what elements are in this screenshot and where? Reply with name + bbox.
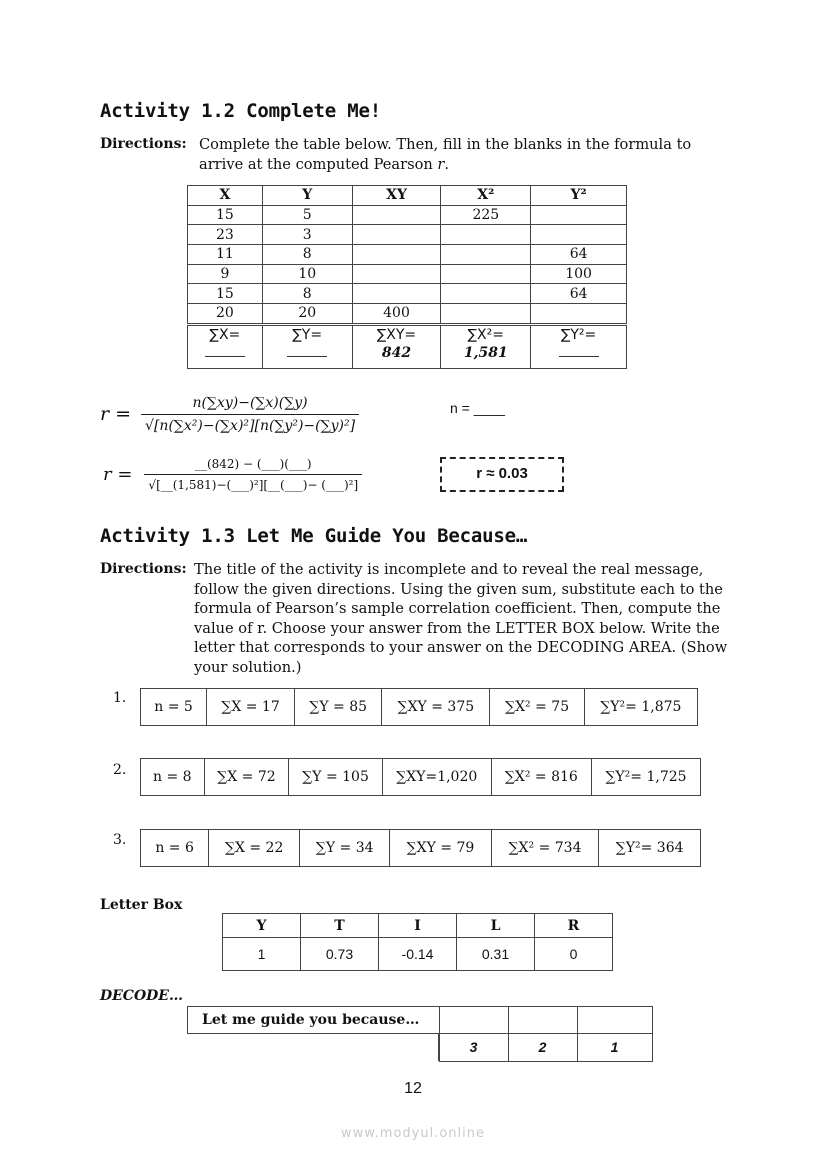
table-cell: 100 — [531, 264, 627, 284]
directions-line: formula of Pearson’s sample correlation coefficient. Then, compute the — [194, 600, 721, 618]
activity-1-2-directions — [199, 135, 709, 174]
table-cell[interactable] — [352, 225, 441, 245]
pearson-formula — [100, 384, 359, 444]
header-y: Y — [262, 186, 352, 206]
table-cell[interactable] — [441, 245, 531, 265]
table-cell: 20 — [262, 304, 352, 325]
directions-line: value of r. Choose your answer from the LETTER BOX below. Write the — [194, 619, 720, 637]
table-cell: 400 — [352, 304, 441, 325]
table-row — [188, 205, 627, 225]
directions-label: Directions: — [100, 561, 187, 577]
formula-lhs: r = — [103, 463, 133, 485]
table-cell[interactable] — [352, 245, 441, 265]
decode-blank-3[interactable] — [439, 1007, 508, 1034]
problem-number: 2. — [113, 762, 127, 778]
formula-fraction — [141, 395, 359, 434]
activity-1-3-directions — [194, 560, 728, 678]
table-cell: 15 — [188, 284, 263, 304]
letter-r: R — [535, 914, 613, 938]
formula-numerator[interactable]: __(842) − (___)(___) — [194, 456, 312, 471]
table-cell: 9 — [188, 264, 263, 284]
decode-blank-1[interactable] — [577, 1007, 652, 1034]
substituted-formula — [103, 452, 362, 496]
table-cell[interactable] — [531, 225, 627, 245]
table-row — [141, 689, 698, 726]
table-cell[interactable] — [352, 205, 441, 225]
letter-value: 0.31 — [457, 938, 535, 971]
result-box: r ≈ 0.03 — [440, 457, 564, 492]
watermark: www.modyul.online — [340, 1126, 486, 1141]
letter-header-row — [223, 914, 613, 938]
letter-t: T — [301, 914, 379, 938]
sum-y-cell[interactable]: ∑Y= — [262, 324, 352, 368]
letter-y: Y — [223, 914, 301, 938]
given-n: n = 5 — [141, 689, 207, 726]
formula-lhs: r = — [100, 403, 132, 425]
decode-number: 3 — [439, 1034, 508, 1062]
given-sum-y-squared: ∑Y²= 364 — [599, 830, 701, 867]
sum-x-cell[interactable]: ∑X= — [188, 324, 263, 368]
table-row — [188, 264, 627, 284]
given-sum-xy: ∑XY=1,020 — [382, 759, 491, 796]
directions-line: The title of the activity is incomplete and to reveal the real message, — [194, 561, 704, 578]
table-cell[interactable] — [441, 284, 531, 304]
decode-label: DECODE… — [100, 988, 183, 1004]
decode-blank-row — [188, 1007, 653, 1034]
table-cell: 64 — [531, 245, 627, 265]
table-row — [188, 284, 627, 304]
given-sum-x: ∑X = 17 — [207, 689, 295, 726]
table-cell[interactable] — [441, 264, 531, 284]
activity-1-2-title: Activity 1.2 Complete Me! — [100, 100, 381, 122]
directions-line: Complete the table below. Then, fill in the blanks in the formula to — [199, 136, 692, 153]
table-cell: 8 — [262, 284, 352, 304]
letter-l: L — [457, 914, 535, 938]
table-cell: 20 — [188, 304, 263, 325]
sum-y-squared-cell[interactable]: ∑Y²= — [531, 324, 627, 368]
directions-line: arrive at the computed Pearson r. — [199, 155, 450, 173]
given-sum-y-squared: ∑Y²= 1,875 — [584, 689, 697, 726]
header-xy: XY — [352, 186, 441, 206]
table-row — [188, 225, 627, 245]
page-number: 12 — [404, 1080, 422, 1097]
table-row — [188, 245, 627, 265]
problem-1-table — [140, 688, 698, 726]
given-n: n = 8 — [141, 759, 205, 796]
decode-blank-2[interactable] — [508, 1007, 577, 1034]
given-sum-y: ∑Y = 85 — [295, 689, 382, 726]
table-cell: 15 — [188, 205, 263, 225]
table-cell: 23 — [188, 225, 263, 245]
directions-line: letter that corresponds to your answer on the DECODING AREA. (Show — [194, 639, 728, 657]
table-cell[interactable] — [441, 304, 531, 325]
formula-numerator: n(∑xy)−(∑x)(∑y) — [192, 394, 308, 411]
header-x-squared: X² — [441, 186, 531, 206]
table-cell: 225 — [441, 205, 531, 225]
problem-number: 3. — [113, 832, 127, 848]
given-sum-x: ∑X = 22 — [209, 830, 300, 867]
table-row — [188, 304, 627, 325]
table-cell[interactable] — [531, 205, 627, 225]
header-x: X — [188, 186, 263, 206]
letter-box-table — [222, 913, 613, 971]
letter-value: 0.73 — [301, 938, 379, 971]
sum-xy-cell: ∑XY= 842 — [352, 324, 441, 368]
letter-i: I — [379, 914, 457, 938]
problem-2-table — [140, 758, 701, 796]
given-sum-xy: ∑XY = 79 — [390, 830, 492, 867]
table-row — [141, 830, 701, 867]
problem-3-table — [140, 829, 701, 867]
letter-value: -0.14 — [379, 938, 457, 971]
letter-value-row — [223, 938, 613, 971]
letter-box-label: Letter Box — [100, 897, 183, 913]
decode-spacer — [188, 1034, 439, 1062]
decode-number: 1 — [577, 1034, 652, 1062]
decoding-area — [187, 1006, 653, 1062]
sum-x-squared-cell: ∑X²= 1,581 — [441, 324, 531, 368]
blank-line[interactable] — [287, 344, 327, 357]
table-header-row — [188, 186, 627, 206]
formula-fraction — [144, 457, 362, 492]
letter-value: 0 — [535, 938, 613, 971]
problem-number: 1. — [113, 690, 127, 706]
letter-value: 1 — [223, 938, 301, 971]
table-cell: 8 — [262, 245, 352, 265]
table-cell[interactable] — [352, 264, 441, 284]
n-blank[interactable]: n = ____ — [450, 400, 505, 416]
table-row — [141, 759, 701, 796]
decode-phrase: Let me guide you because… — [188, 1007, 440, 1034]
given-sum-y-squared: ∑Y²= 1,725 — [591, 759, 700, 796]
given-sum-y: ∑Y = 105 — [289, 759, 383, 796]
directions-line: your solution.) — [194, 658, 302, 676]
table-cell: 11 — [188, 245, 263, 265]
activity-1-3-title: Activity 1.3 Let Me Guide You Because… — [100, 525, 528, 547]
decode-number: 2 — [508, 1034, 577, 1062]
given-sum-y: ∑Y = 34 — [300, 830, 390, 867]
table-cell[interactable] — [531, 304, 627, 325]
table-cell: 5 — [262, 205, 352, 225]
header-y-squared: Y² — [531, 186, 627, 206]
table-cell: 3 — [262, 225, 352, 245]
table-cell[interactable] — [352, 284, 441, 304]
blank-line[interactable] — [559, 344, 599, 357]
given-sum-xy: ∑XY = 375 — [382, 689, 490, 726]
formula-denominator[interactable]: √[__(1,581)−(___)²][__(___)− (___)²] — [144, 474, 362, 492]
given-sum-x-squared: ∑X² = 734 — [491, 830, 599, 867]
blank-line[interactable] — [205, 344, 245, 357]
table-cell[interactable] — [441, 225, 531, 245]
formula-denominator: √[n(∑x²)−(∑x)²][n(∑y²)−(∑y)²] — [141, 414, 359, 434]
given-n: n = 6 — [141, 830, 209, 867]
given-sum-x: ∑X = 72 — [204, 759, 289, 796]
table-cell: 10 — [262, 264, 352, 284]
data-table — [187, 185, 627, 369]
table-cell: 64 — [531, 284, 627, 304]
given-sum-x-squared: ∑X² = 816 — [491, 759, 591, 796]
given-sum-x-squared: ∑X² = 75 — [490, 689, 584, 726]
directions-line: follow the given directions. Using the given sum, substitute each to the — [194, 580, 723, 598]
decode-number-row — [188, 1034, 653, 1062]
directions-label: Directions: — [100, 136, 187, 152]
sum-row — [188, 324, 627, 368]
